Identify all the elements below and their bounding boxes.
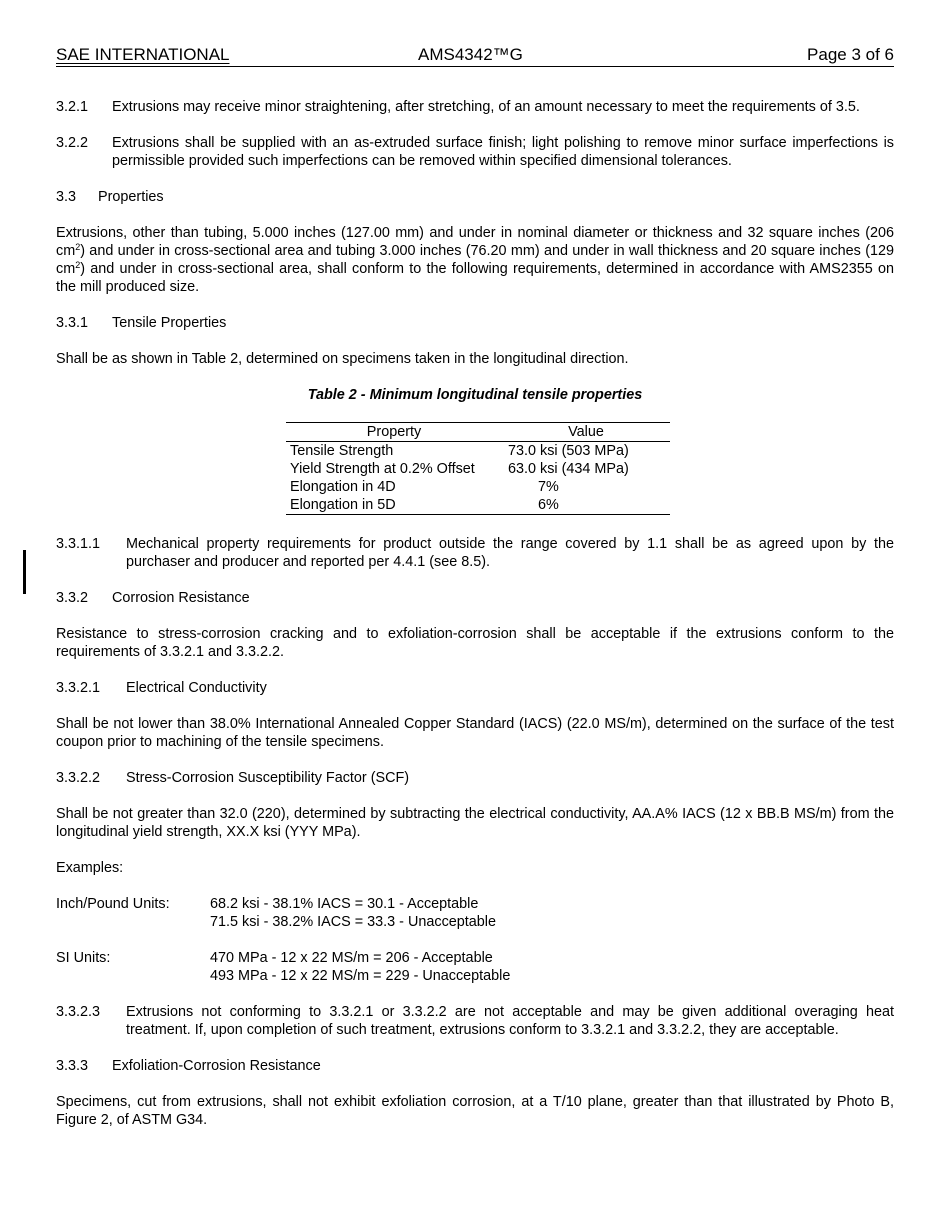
section-text: Mechanical property requirements for product outside the range covered by 1.1 shall be as agreed upon by the purchaser and producer and reported per 4.4.1 (see 8.5). xyxy=(126,536,894,570)
example-label: Inch/Pound Units: xyxy=(56,896,170,912)
section-3-3-1-paragraph: Shall be as shown in Table 2, determined on specimens taken in the longitudinal direction. xyxy=(56,351,629,367)
table-row xyxy=(286,478,670,496)
page-header xyxy=(56,44,894,67)
table-caption: Table 2 - Minimum longitudinal tensile properties xyxy=(307,387,643,403)
example-inch-pound xyxy=(56,895,894,931)
table-cell-property: Tensile Strength xyxy=(290,443,394,459)
section-text: Extrusions not conforming to 3.3.2.1 or 3.3.2.2 are not acceptable and may be given additional overaging heat treatment. If, upon completion of such treatment, extrusions conform to 3.3.2.1 and 3.3.2.2, they are acceptable. xyxy=(126,1004,894,1038)
section-3-2-2 xyxy=(56,134,894,170)
section-title: Corrosion Resistance xyxy=(112,590,250,606)
example-si xyxy=(56,949,894,985)
section-3-2-1 xyxy=(56,98,894,116)
section-3-3-2-3 xyxy=(56,1003,894,1039)
example-line: 470 MPa - 12 x 22 MS/m = 206 - Acceptable xyxy=(210,950,493,966)
section-title: Properties xyxy=(98,189,164,205)
revision-change-bar xyxy=(23,550,26,594)
example-line: 68.2 ksi - 38.1% IACS = 30.1 - Acceptable xyxy=(210,896,479,912)
header-doc-number: AMS4342™G xyxy=(418,45,523,64)
table-cell-value: 6% xyxy=(502,496,670,515)
table-header-value: Value xyxy=(502,423,670,442)
section-number: 3.3.2.1 xyxy=(56,680,101,696)
table-cell-value: 63.0 ksi (434 MPa) xyxy=(508,461,629,477)
section-number: 3.3 xyxy=(56,189,77,205)
header-page-number: Page 3 of 6 xyxy=(807,45,894,64)
section-3-3-2-1-heading xyxy=(56,679,894,697)
table-cell-property: Yield Strength at 0.2% Offset xyxy=(290,461,475,477)
section-3-3-2-heading xyxy=(56,589,894,607)
tensile-properties-table xyxy=(286,422,670,515)
example-line: 493 MPa - 12 x 22 MS/m = 229 - Unacceptable xyxy=(210,968,511,984)
section-3-3-3-paragraph: Specimens, cut from extrusions, shall not exhibit exfoliation corrosion, at a T/10 plane, greater than that illustrated by Photo B, Figure 2, of ASTM G34. xyxy=(56,1094,894,1128)
section-3-3-2-2-paragraph: Shall be not greater than 32.0 (220), determined by subtracting the electrical conductivity, AA.A% IACS (12 x BB.B MS/m) from the longitudinal yield strength, XX.X ksi (YYY MPa). xyxy=(56,806,894,840)
section-3-3-3-heading xyxy=(56,1057,894,1075)
section-3-3-paragraph: Extrusions, other than tubing, 5.000 inches (127.00 mm) and under in nominal diameter or thickness and 32 square inches (206 $cm^2$) and under in cross-sectional area and tubing 3.000 inches (76.20 mm) and under in wall thickness and 20 square inches (129 $cm^2$) and under in cross-sectional area, shall conform to the following requirements, determined in accordance with AMS2355 on the mill produced size. xyxy=(56,225,894,295)
example-label: SI Units: xyxy=(56,950,111,966)
table-row xyxy=(286,460,670,478)
section-title: Tensile Properties xyxy=(112,315,227,331)
examples-label: Examples: xyxy=(56,860,124,876)
section-3-3-2-2-heading xyxy=(56,769,894,787)
example-line: 71.5 ksi - 38.2% IACS = 33.3 - Unacceptable xyxy=(210,914,496,930)
section-title: Stress-Corrosion Susceptibility Factor (SCF) xyxy=(126,770,410,786)
table-cell-value: 7% xyxy=(538,479,559,495)
table-cell-property: Elongation in 5D xyxy=(286,496,502,515)
header-org: SAE INTERNATIONAL xyxy=(56,45,230,64)
section-number: 3.3.2 xyxy=(56,590,89,606)
table-cell-property: Elongation in 4D xyxy=(290,479,396,495)
section-number: 3.3.3 xyxy=(56,1058,89,1074)
section-3-3-2-paragraph: Resistance to stress-corrosion cracking and to exfoliation-corrosion shall be acceptable if the extrusions conform to the requirements of 3.3.2.1 and 3.3.2.2. xyxy=(56,626,894,660)
table-row xyxy=(286,442,670,461)
section-number: 3.3.2.3 xyxy=(56,1004,101,1020)
document-body xyxy=(56,98,894,1147)
section-number: 3.2.2 xyxy=(56,135,89,151)
section-3-3-2-1-paragraph: Shall be not lower than 38.0% International Annealed Copper Standard (IACS) (22.0 MS/m), determined on the surface of the test coupon prior to machining of the tensile specimens. xyxy=(56,716,894,750)
section-number: 3.3.2.2 xyxy=(56,770,101,786)
section-3-3-1-1 xyxy=(56,535,894,571)
section-title: Electrical Conductivity xyxy=(126,680,267,696)
section-3-3-1-heading xyxy=(56,314,894,332)
table-row xyxy=(286,496,670,515)
section-text: Extrusions may receive minor straightening, after stretching, of an amount necessary to meet the requirements of 3.5. xyxy=(112,99,860,115)
section-3-3-heading xyxy=(56,188,894,206)
section-number: 3.3.1.1 xyxy=(56,536,101,552)
section-number: 3.2.1 xyxy=(56,99,89,115)
section-title: Exfoliation-Corrosion Resistance xyxy=(112,1058,321,1074)
table-header-property: Property xyxy=(286,423,502,442)
table-cell-value: 73.0 ksi (503 MPa) xyxy=(508,443,629,459)
section-text: Extrusions shall be supplied with an as-extruded surface finish; light polishing to remove minor surface imperfections is permissible provided such imperfections can be removed within specified dimensional tolerances. xyxy=(112,135,894,169)
section-number: 3.3.1 xyxy=(56,315,89,331)
